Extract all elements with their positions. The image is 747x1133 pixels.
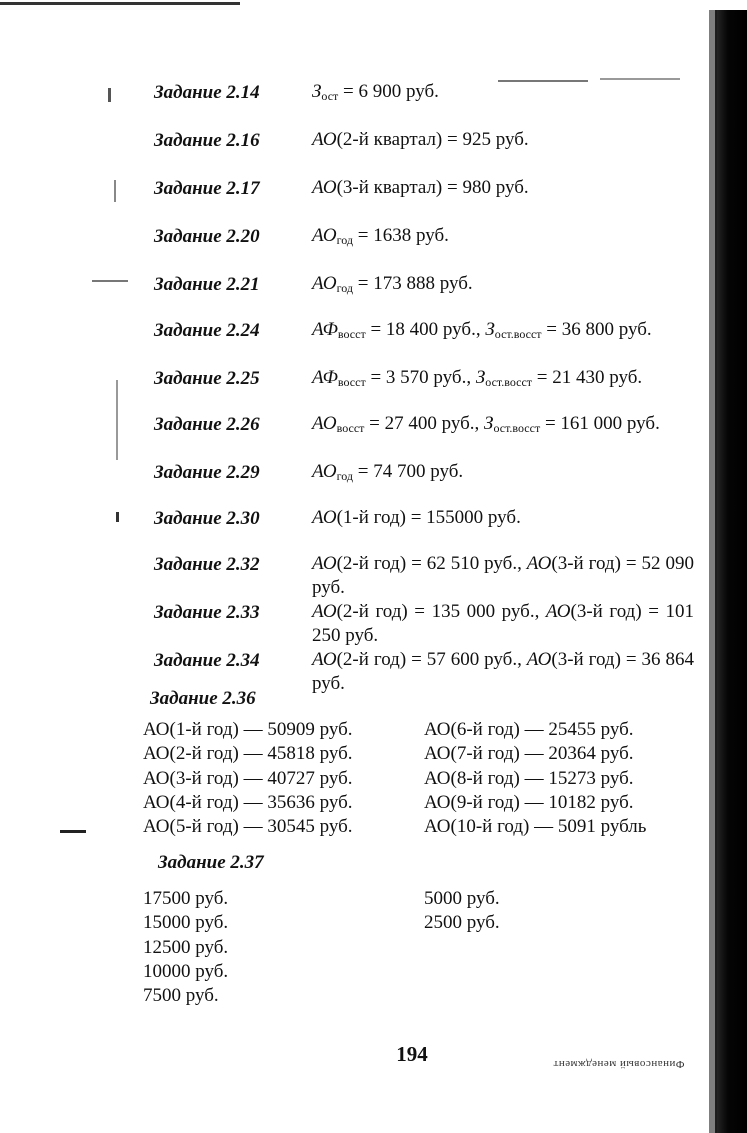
task-answer: $АФ_{восст} = 3$ 570 руб., $З_{ост.восст} = 21$ 430 руб. <box>312 367 643 389</box>
task-answer: $АФ_{восст} = 18$ 400 руб., $З_{ост.восст} = 36$ 800 руб. <box>312 319 652 341</box>
scan-mark <box>60 830 86 833</box>
task-2-37-left-column <box>143 887 228 1008</box>
task-label: Задание 2.34 <box>154 650 260 671</box>
depreciation-year-line: АО(1-й год) — 50909 руб. <box>143 719 353 740</box>
amount-line: 2500 руб. <box>424 912 500 934</box>
task-row <box>0 214 747 258</box>
depreciation-year-line: АО(4-й год) — 35636 руб. <box>143 791 353 813</box>
amount-line: 10000 руб. <box>143 960 229 982</box>
task-label: Задание 2.24 <box>154 320 260 341</box>
task-answer: $АО_{год} = 74$ 700 руб. <box>312 461 464 483</box>
task-row <box>0 638 747 694</box>
task-row <box>0 356 747 400</box>
task-label: Задание 2.14 <box>154 82 260 103</box>
task-row <box>0 118 747 162</box>
task-answer: АО(2-й год) = 62 510 руб., АО(3-й год) = 52 090 руб. <box>312 553 694 598</box>
task-row <box>0 308 747 352</box>
depreciation-year-line: АО(7-й год) — 20364 руб. <box>424 743 634 765</box>
task-label: Задание 2.25 <box>154 368 260 389</box>
task-answer: АО(3-й квартал) = 980 руб. <box>312 177 529 198</box>
task-label: Задание 2.20 <box>154 226 260 247</box>
top-rule <box>0 2 240 5</box>
task-label: Задание 2.33 <box>154 602 260 623</box>
depreciation-year-line: АО(6-й год) — 25455 руб. <box>424 719 634 740</box>
depreciation-year-line: АО(2-й год) — 45818 руб. <box>143 743 353 765</box>
task-answer: $АО_{восст} = 27$ 400 руб., $З_{ост.восст} = 161$ 000 руб. <box>312 413 660 435</box>
task-row <box>0 166 747 210</box>
task-row <box>0 402 747 446</box>
task-row <box>0 590 747 646</box>
task-label: Задание 2.17 <box>154 178 260 199</box>
task-answer: АО(2-й год) = 135 000 руб., АО(3-й год) = 101 250 руб. <box>312 601 694 646</box>
task-label: Задание 2.29 <box>154 462 260 483</box>
spine-text: Финансовый менеджмент <box>553 1058 685 1070</box>
task-2-37-title: Задание 2.37 <box>158 852 264 873</box>
task-row <box>0 496 747 540</box>
task-label: Задание 2.16 <box>154 130 260 151</box>
task-label: Задание 2.21 <box>154 274 260 295</box>
task-2-37-right-column <box>424 887 500 936</box>
depreciation-year-line: АО(3-й год) — 40727 руб. <box>143 767 353 789</box>
task-answer: $АО_{год} = 173$ 888 руб. <box>312 273 473 295</box>
task-answer: АО(1-й год) = 155000 руб. <box>312 507 521 528</box>
task-label: Задание 2.30 <box>154 508 260 529</box>
task-label: Задание 2.32 <box>154 554 260 575</box>
depreciation-year-line: АО(9-й год) — 10182 руб. <box>424 791 634 813</box>
page-number: 194 <box>396 1042 428 1066</box>
depreciation-year-line: АО(8-й год) — 15273 руб. <box>424 767 634 789</box>
task-row <box>0 542 747 598</box>
task-row <box>0 450 747 494</box>
amount-line: 17500 руб. <box>143 888 229 909</box>
task-answer: $З_{ост} = 6$ 900 руб. <box>312 81 439 103</box>
task-row <box>0 70 747 114</box>
depreciation-year-line: АО(5-й год) — 30545 руб. <box>143 816 353 838</box>
task-answer: АО(2-й год) = 57 600 руб., АО(3-й год) = 36 864 руб. <box>312 649 694 694</box>
task-label: Задание 2.26 <box>154 414 260 435</box>
task-2-36-left-column <box>143 718 353 839</box>
task-row <box>0 262 747 306</box>
task-2-36-right-column <box>424 718 646 839</box>
amount-line: 15000 руб. <box>143 912 229 934</box>
amount-line: 7500 руб. <box>143 985 219 1007</box>
task-answer: АО(2-й квартал) = 925 руб. <box>312 129 529 150</box>
task-answer: $АО_{год} = 1638$ руб. <box>312 225 449 247</box>
depreciation-year-line: АО(10-й год) — 5091 рубль <box>424 816 647 838</box>
amount-line: 12500 руб. <box>143 936 229 958</box>
amount-line: 5000 руб. <box>424 888 500 909</box>
task-2-36-title: Задание 2.36 <box>150 688 256 709</box>
